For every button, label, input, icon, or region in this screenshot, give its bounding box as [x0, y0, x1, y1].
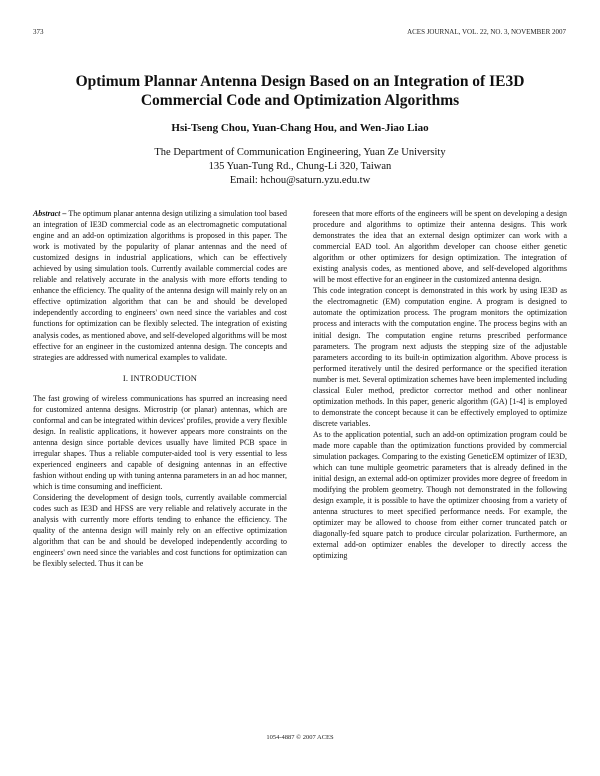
address: 135 Yuan-Tung Rd., Chung-Li 320, Taiwan — [208, 161, 392, 172]
email: Email: hchou@saturn.yzu.edu.tw — [229, 175, 371, 186]
abstract-text: The optimum planar antenna design utilizing a simulation tool based an integration of IE3D commercial code as an electromagnetic computational engine and an add-on optimization algorithms is proposed in this paper. The work is motivated by the popularity of planar antennas and the need of customized designs in industrial applications, which can be effectively achieved by using simulation tools. Currently available commercial codes are reliable and relatively accurate in the analysis with more efforts tending to enhance the efficiency. The quality of the antenna design will mainly rely on an effective optimization algorithm that can be and should be developed independently according to engineers' own need since the variables and cost functions for optimization can be flexibly selected. The integration of existing analysis codes, as mentioned above, and self-developed algorithms will be most effective for an engineer in the customized antenna design. The concepts and strategies are addressed with numerical examples to validate. — [33, 209, 288, 362]
right-paragraph-2: This code integration concept is demonstrated in this work by using IE3D as the electromagnetic (EM) computation engine. A program is designed to automate the optimization process. The program monitors the optimization process and interacts with the computation engine. The process begins with an initial design. The computation engine returns prescribed performance parameters. The program next adjusts the stepping size of the adjustable parameters according to its built-in optimization algorithm. Above process is performed iteratively until the desired performance or the specified iteration number is met. Several optimization schemes have been implemented including classical Euler method, predictor corrector method and other nonlinear optimization methods. In this paper, generic algorithm (GA) [1-4] is employed to demonstrate the concept because it can be effectively employed to optimize discrete variables. — [313, 286, 567, 428]
title-line-2: Commercial Code and Optimization Algorithms — [140, 92, 460, 109]
page-number: 373 — [33, 28, 44, 36]
copyright-footer: 1054-4887 © 2007 ACES — [266, 734, 334, 741]
right-paragraph-3: As to the application potential, such an add-on optimization program could be made more capable than the optimization functions provided by commercial simulation packages. Comparing to the existing GeneticEM optimizer of IE3D, which can tune multiple geometric parameters that is already defined in the initial design, an external add-on optimizer provides more degree of freedom in modifying the problem geometry. Though not demonstrated in the following design example, it is possible to have the optimizer choosing from a variety of antenna structures to meet specified performance needs. For example, the optimizer may be allowed to choose from either corner truncated patch or diagonally-fed square patch to produce circular polarization. Furthermore, an external add-on optimizer enables the developer to directly access the optimizing — [313, 429, 567, 561]
section-heading-introduction: I. INTRODUCTION — [122, 372, 198, 383]
right-column — [313, 208, 567, 562]
intro-paragraph-1: The fast growing of wireless communications has spurred an increasing need for customized antenna designs. Microstrip (or planar) antennas, which are conformal and can be integrated within devices' profiles, provide a very flexible design. In realistic applications, it however appears more constraints on the antenna design since portable devices usually have limited PCB space in irregular shapes. Thus a reliable computer-aided tool is very essential to less experienced engineers and capable of designing antennas in an effective fashion without ending up with tuning antenna parameters in an ad hoc manner, which is time consuming and inefficient. — [33, 393, 288, 492]
abstract-dash: – — [60, 209, 69, 218]
abstract-label: Abstract — [33, 209, 61, 218]
left-column — [33, 208, 287, 569]
abstract — [33, 208, 287, 363]
journal-header: ACES JOURNAL, VOL. 22, NO. 3, NOVEMBER 2007 — [407, 28, 566, 36]
paper-title — [40, 72, 560, 110]
authors: Hsi-Tseng Chou, Yuan-Chang Hou, and Wen-Jiao Liao — [171, 122, 429, 134]
title-line-1: Optimum Plannar Antenna Design Based on an Integration of IE3D — [75, 73, 525, 90]
department: The Department of Communication Engineering, Yuan Ze University — [154, 147, 446, 158]
affiliation — [60, 146, 540, 188]
intro-paragraph-2: Considering the development of design tools, currently available commercial codes such as IE3D and HFSS are very reliable and relatively accurate in the analysis with currently more efforts tending to enhance the efficiency. The quality of the antenna design will mainly rely on an effective optimization algorithm that can be and should be developed independently according to engineers' own need since the variables and cost functions for optimization can be flexibly selected. Thus it can be — [33, 493, 287, 569]
right-paragraph-1: foreseen that more efforts of the engineers will be spent on developing a design procedure and algorithms to optimize their antenna designs. This work demonstrates the idea that an external design optimizer can work with a commercial EAD tool. An algorithm developer can choose either genetic algorithm or other optimizers for design optimization. The integration of existing analysis codes, as mentioned above, and self-developed algorithms will be most effective for an engineer in the customized antenna design. — [313, 209, 567, 285]
